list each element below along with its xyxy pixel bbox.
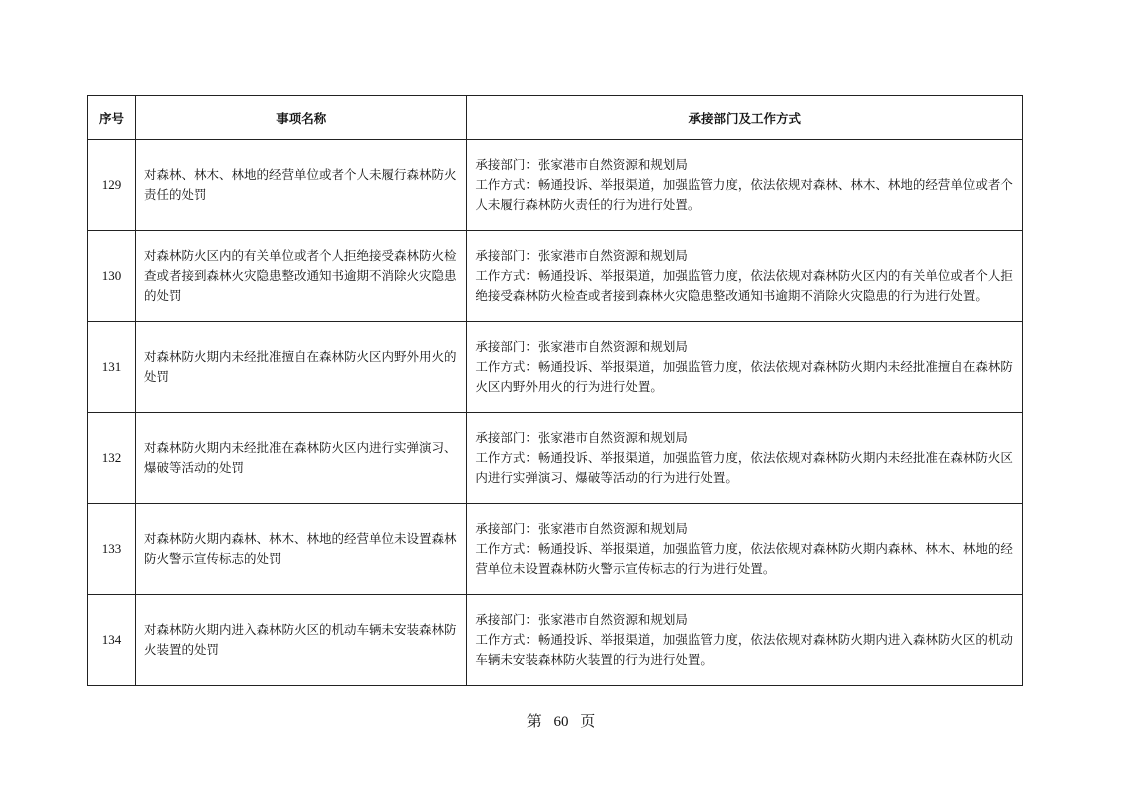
row-number: 133: [88, 504, 136, 595]
table-row: [88, 231, 1023, 322]
work-method-text: 工作方式：畅通投诉、举报渠道，加强监管力度，依法依规对森林防火区内的有关单位或者个人拒绝接受森林防火检查或者接到森林火灾隐患整改通知书逾期不消除火灾隐患的行为进行处置。: [475, 268, 1013, 303]
work-method-text: 工作方式：畅通投诉、举报渠道，加强监管力度，依法依规对森林防火期内森林、林木、林地的经营单位未设置森林防火警示宣传标志的行为进行处置。: [475, 541, 1013, 576]
header-num: 序号: [88, 96, 136, 140]
matters-table: [87, 95, 1023, 686]
item-name: 对森林防火期内未经批准擅自在森林防火区内野外用火的处罚: [136, 322, 467, 413]
work-method-text: 工作方式：畅通投诉、举报渠道，加强监管力度，依法依规对森林防火期内未经批准擅自在森林防火区内野外用火的行为进行处置。: [475, 359, 1013, 394]
row-number: 132: [88, 413, 136, 504]
page-suffix: 页: [580, 714, 596, 730]
department-cell: [467, 322, 1023, 413]
department-text: 承接部门：张家港市自然资源和规划局: [475, 339, 688, 354]
item-name: 对森林防火区内的有关单位或者个人拒绝接受森林防火检查或者接到森林火灾隐患整改通知书逾期不消除火灾隐患的处罚: [136, 231, 467, 322]
item-name: 对森林防火期内森林、林木、林地的经营单位未设置森林防火警示宣传标志的处罚: [136, 504, 467, 595]
department-text: 承接部门：张家港市自然资源和规划局: [475, 521, 688, 536]
item-name: 对森林、林木、林地的经营单位或者个人未履行森林防火责任的处罚: [136, 140, 467, 231]
department-text: 承接部门：张家港市自然资源和规划局: [475, 430, 688, 445]
department-cell: [467, 231, 1023, 322]
table-row: [88, 322, 1023, 413]
page-prefix: 第: [526, 714, 542, 730]
department-cell: [467, 140, 1023, 231]
header-row: [88, 96, 1023, 140]
item-name: 对森林防火期内未经批准在森林防火区内进行实弹演习、爆破等活动的处罚: [136, 413, 467, 504]
department-cell: [467, 504, 1023, 595]
row-number: 130: [88, 231, 136, 322]
department-cell: [467, 413, 1023, 504]
item-name: 对森林防火期内进入森林防火区的机动车辆未安装森林防火装置的处罚: [136, 595, 467, 686]
work-method-text: 工作方式：畅通投诉、举报渠道，加强监管力度，依法依规对森林防火期内进入森林防火区的机动车辆未安装森林防火装置的行为进行处置。: [475, 632, 1013, 667]
department-text: 承接部门：张家港市自然资源和规划局: [475, 612, 688, 627]
department-cell: [467, 595, 1023, 686]
table-row: [88, 140, 1023, 231]
department-text: 承接部门：张家港市自然资源和规划局: [475, 157, 688, 172]
row-number: 134: [88, 595, 136, 686]
table-row: [88, 504, 1023, 595]
row-number: 129: [88, 140, 136, 231]
table-row: [88, 413, 1023, 504]
header-department-method: 承接部门及工作方式: [467, 96, 1023, 140]
table-row: [88, 595, 1023, 686]
header-item-name: 事项名称: [136, 96, 467, 140]
department-text: 承接部门：张家港市自然资源和规划局: [475, 248, 688, 263]
work-method-text: 工作方式：畅通投诉、举报渠道，加强监管力度，依法依规对森林、林木、林地的经营单位或者个人未履行森林防火责任的行为进行处置。: [475, 177, 1013, 212]
page-number: 60: [553, 714, 569, 730]
page-number-footer: [0, 710, 1122, 731]
row-number: 131: [88, 322, 136, 413]
work-method-text: 工作方式：畅通投诉、举报渠道，加强监管力度，依法依规对森林防火期内未经批准在森林防火区内进行实弹演习、爆破等活动的行为进行处置。: [475, 450, 1013, 485]
